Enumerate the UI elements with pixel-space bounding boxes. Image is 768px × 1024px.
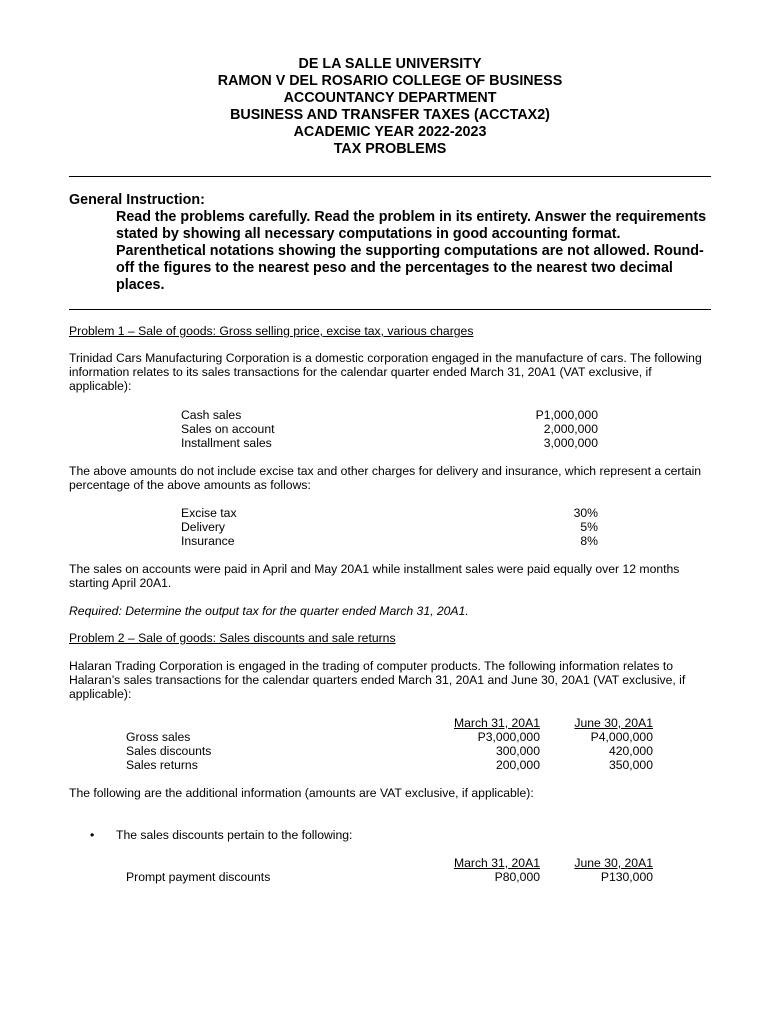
table-cell: P4,000,000 (590, 730, 653, 744)
problem-1-payment-note: The sales on accounts were paid in April and May 20A1 while installment sales were paid equally over 12 months starting April 20A1. (69, 562, 680, 590)
instruction-body: Read the problems carefully. Read the problem in its entirety. Answer the requirements stated by showing all necessary computations in good accounting format. Parenthetical notations showing the supporting computations are not allowed. Round-off the figures to the nearest peso and the percentages to the nearest two decimal places. (116, 209, 707, 293)
table-row-label: Sales on account (181, 422, 275, 436)
problem-2-sales-table (69, 716, 711, 772)
table-row-value: 30% (573, 506, 598, 520)
table-cell: P130,000 (600, 870, 653, 884)
column-header-q2: June 30, 20A1 (574, 856, 653, 870)
table-row-value: 8% (580, 534, 598, 548)
column-header-q1: March 31, 20A1 (453, 856, 540, 870)
table-row-value: 3,000,000 (543, 436, 598, 450)
general-instruction (69, 192, 711, 294)
table-row-label: Insurance (181, 534, 235, 548)
table-cell: P80,000 (494, 870, 540, 884)
header-title: TAX PROBLEMS (333, 141, 447, 157)
header-department: ACCOUNTANCY DEPARTMENT (283, 90, 497, 106)
instruction-title: General Instruction: (69, 192, 205, 208)
problem-2-additional: The following are the additional information (amounts are VAT exclusive, if applicable): (69, 786, 534, 800)
problem-1-charges-intro: The above amounts do not include excise tax and other charges for delivery and insurance, which represent a certain percentage of the above amounts as follows: (69, 464, 702, 492)
table-row-label: Cash sales (181, 408, 242, 422)
problem-1-charges-table (69, 506, 711, 548)
problem-2-title: Problem 2 – Sale of goods: Sales discounts and sale returns (69, 631, 396, 645)
header-university: DE LA SALLE UNIVERSITY (298, 56, 482, 72)
table-row-label: Prompt payment discounts (126, 870, 271, 884)
table-row-label: Delivery (181, 520, 226, 534)
problem-1-title: Problem 1 – Sale of goods: Gross selling price, excise tax, various charges (69, 324, 474, 338)
table-cell: 300,000 (495, 744, 540, 758)
table-cell: 200,000 (495, 758, 540, 772)
problem-2-discounts-table (69, 856, 711, 884)
table-row-label: Gross sales (126, 730, 191, 744)
table-row-value: P1,000,000 (535, 408, 598, 422)
header-academic-year: ACADEMIC YEAR 2022-2023 (293, 124, 487, 140)
list-item (69, 828, 711, 842)
column-header-q2: June 30, 20A1 (574, 716, 653, 730)
document-header (69, 56, 711, 158)
problem-1-required: Required: Determine the output tax for the quarter ended March 31, 20A1. (69, 604, 469, 618)
table-cell: P3,000,000 (477, 730, 540, 744)
bullet-text: The sales discounts pertain to the following: (116, 828, 353, 842)
problem-1-intro: Trinidad Cars Manufacturing Corporation is a domestic corporation engaged in the manufacture of cars. The following information relates to its sales transactions for the calendar quarter ended March 31, 20A1 (VAT exclusive, if applicable): (69, 351, 702, 393)
column-header-q1: March 31, 20A1 (453, 716, 540, 730)
table-cell: 350,000 (608, 758, 653, 772)
header-college: RAMON V DEL ROSARIO COLLEGE OF BUSINESS (217, 73, 563, 89)
table-row-label: Installment sales (181, 436, 272, 450)
bullet-marker: • (90, 828, 95, 842)
document-page (69, 56, 711, 884)
table-row-label: Sales discounts (126, 744, 212, 758)
problem-2-intro: Halaran Trading Corporation is engaged in the trading of computer products. The following information relates to Halaran’s sales transactions for the calendar quarters ended March 31, 20A1 and June 30, 20A1 (VAT exclusive, if applicable): (69, 659, 686, 701)
problem-1-sales-table (69, 408, 711, 450)
table-row-value: 2,000,000 (543, 422, 598, 436)
table-row-value: 5% (580, 520, 598, 534)
instruction-divider (69, 309, 711, 310)
header-course: BUSINESS AND TRANSFER TAXES (ACCTAX2) (230, 107, 550, 123)
table-row-label: Sales returns (126, 758, 198, 772)
header-divider (69, 176, 711, 177)
table-row-label: Excise tax (181, 506, 237, 520)
table-cell: 420,000 (608, 744, 653, 758)
